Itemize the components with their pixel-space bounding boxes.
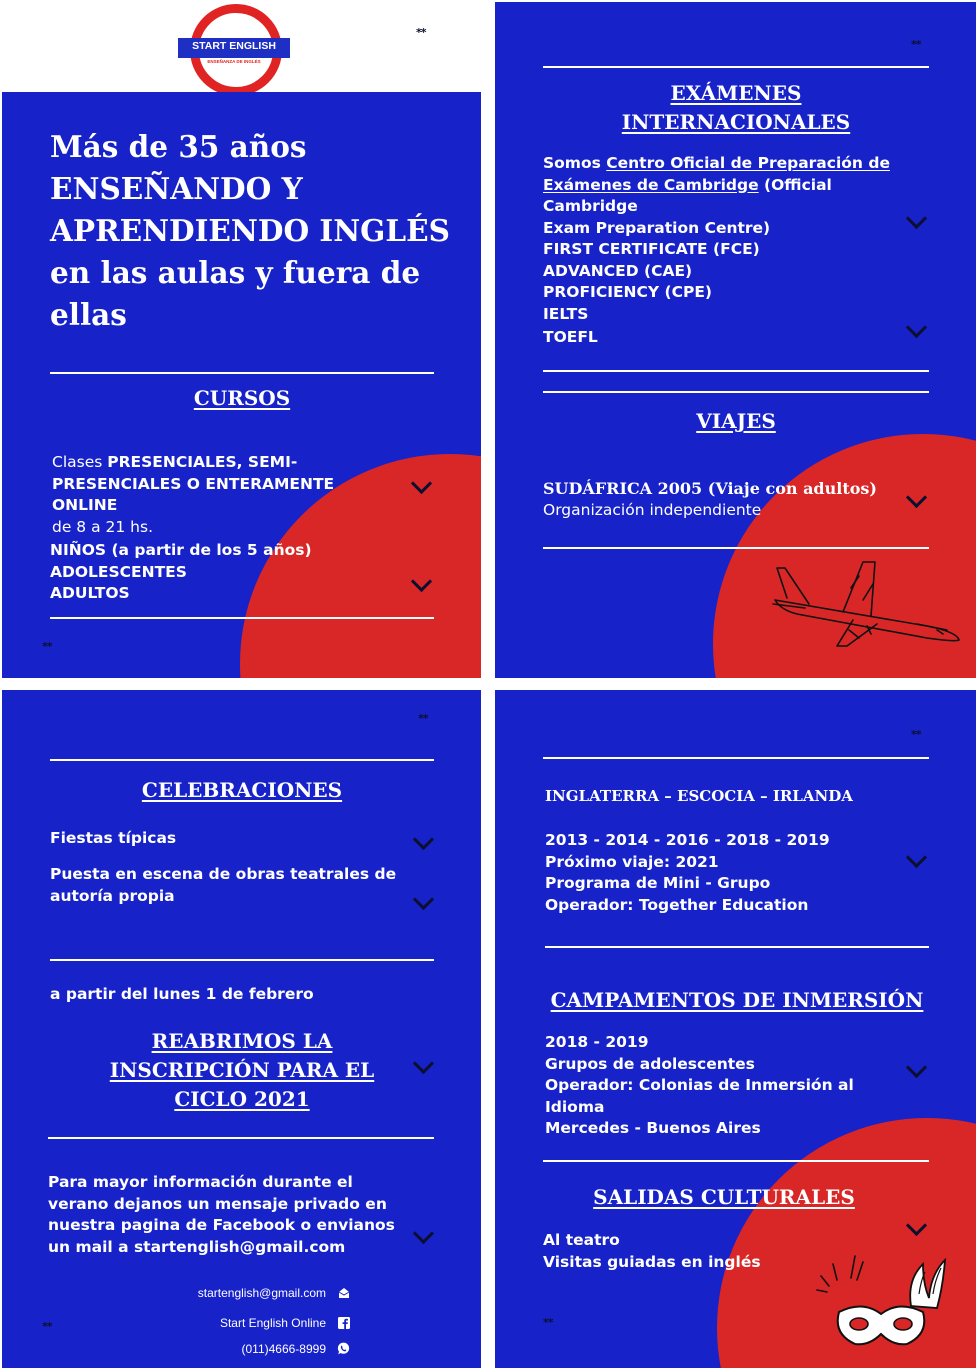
somos-text: Somos [543,154,607,172]
theater-mask-icon [811,1250,951,1350]
headline-line: en las aulas y fuera de [50,255,421,290]
divider [543,66,929,68]
celebrations-panel [2,690,481,1368]
camp-line: Operador: Colonias de Inmersión al Idioma [545,1076,854,1116]
headline-line: APRENDIENDO INGLÉS [50,213,450,248]
envelope-icon [338,1287,350,1299]
stars: ** [42,640,52,653]
clases-hours: de 8 a 21 hs. [52,517,153,536]
cambridge-link[interactable]: Centro Oficial de Preparación de [606,154,890,172]
camp-title: CAMPAMENTOS DE INMERSIÓN [550,988,924,1012]
list-item: NIÑOS (a partir de los 5 años) [50,541,312,559]
info-line: Para mayor información durante el [48,1173,353,1191]
salidas-title: SALIDAS CULTURALES [593,1185,855,1209]
chevron-down-icon[interactable] [413,889,434,910]
clases-text [52,452,402,538]
divider [50,959,434,961]
trip-line: Próximo viaje: 2021 [545,852,719,871]
viajes-title: VIAJES [696,409,776,433]
camp-details [545,1032,915,1140]
date-note: a partir del lunes 1 de febrero [50,985,314,1003]
official-text: Exam Preparation Centre) [543,218,771,237]
list-item: ADULTOS [50,584,130,602]
list-item: Fiestas típicas [50,829,177,847]
divider [50,372,434,374]
list-item: ADOLESCENTES [50,562,187,581]
contact-phone[interactable] [152,1341,350,1359]
exams-title [543,79,929,137]
info-line: un mail a startenglish@gmail.com [48,1237,346,1256]
stars: ** [911,38,921,51]
celebraciones-title: CELEBRACIONES [141,778,343,802]
whatsapp-icon [337,1342,350,1355]
list-item: PROFICIENCY (CPE) [543,283,713,301]
contact-email-text: startenglish@gmail.com [197,1286,326,1300]
salidas-details [543,1230,843,1273]
clases-mode: PRESENCIALES, SEMI- [107,453,298,471]
info-line: verano dejanos un mensaje privado en [48,1194,387,1213]
list-item-line: autoría propia [50,886,175,905]
toefl-item: TOEFL [543,328,598,346]
airplane-icon [767,554,967,654]
trips-panel [495,690,976,1368]
info-text [48,1172,408,1258]
trip-line: Operador: Together Education [545,895,809,914]
contact-email[interactable] [152,1285,350,1303]
stars: ** [911,728,921,741]
headline-line: Más de 35 años [50,129,307,164]
trip-details [545,830,905,916]
reopen-title-line: INSCRIPCIÓN PARA EL [109,1058,375,1082]
contact-phone-text: (011)4666-8999 [241,1342,326,1356]
divider [545,946,929,948]
exams-title-line: EXÁMENES [670,81,802,105]
reopen-title-line: CICLO 2021 [174,1087,310,1111]
stars-top: ** [416,26,426,39]
divider [50,759,434,761]
headline-line: ENSEÑANDO Y [50,171,303,206]
list-item: FIRST CERTIFICATE (FCE) [543,240,760,258]
courses-panel [2,92,481,678]
divider [543,757,929,759]
camp-line: 2018 - 2019 [545,1033,649,1051]
trip-title: SUDÁFRICA 2005 (Viaje con adultos) [543,479,877,498]
levels-list [50,540,400,605]
logo [178,4,290,90]
list-item-line: Puesta en escena de obras teatrales de [50,865,397,883]
stars: ** [418,712,428,725]
divider [48,1137,434,1139]
camp-line: Grupos de adolescentes [545,1054,755,1073]
contact-facebook-text: Start English Online [219,1316,326,1330]
exams-panel [495,2,976,678]
logo-tagline: ENSEÑANZA DE INGLÉS [207,59,261,64]
countries-title: INGLATERRA – ESCOCIA – IRLANDA [545,787,853,805]
exams-text [543,153,913,325]
official-text: (Official Cambridge [543,175,832,215]
stars: ** [42,1320,52,1333]
divider [543,1160,929,1162]
camp-line: Mercedes - Buenos Aires [545,1119,761,1137]
headline-line: ellas [50,297,127,332]
clases-prefix: Clases [52,453,108,471]
divider [50,617,434,619]
headline [50,126,470,336]
trip-line: 2013 - 2014 - 2016 - 2018 - 2019 [545,831,830,849]
list-item: ADVANCED (CAE) [543,261,693,280]
cambridge-link[interactable]: Exámenes de Cambridge [543,175,759,194]
list-item: IELTS [543,304,589,323]
chevron-down-icon[interactable] [413,829,434,850]
facebook-icon [338,1317,350,1329]
exams-title-line: INTERNACIONALES [621,110,851,134]
divider [543,547,929,549]
clases-mode: PRESENCIALES O ENTERAMENTE ONLINE [52,474,335,514]
reopen-title [50,1027,434,1114]
salidas-line: Al teatro [543,1231,620,1249]
chevron-down-icon[interactable] [906,847,927,868]
reopen-title-line: REABRIMOS LA [151,1029,333,1053]
salidas-line: Visitas guiadas en inglés [543,1252,761,1271]
cursos-title: CURSOS [193,386,291,410]
divider [543,370,929,372]
divider [543,391,929,393]
chevron-down-icon[interactable] [413,1223,434,1244]
contact-facebook[interactable] [152,1315,350,1333]
stars: ** [543,1316,553,1329]
trip-org: Organización independiente [543,501,762,519]
trip-line: Programa de Mini - Grupo [545,874,771,892]
logo-brand: START ENGLISH [192,40,276,52]
info-line: nuestra pagina de Facebook o envianos [48,1216,395,1234]
list-item [50,864,410,907]
